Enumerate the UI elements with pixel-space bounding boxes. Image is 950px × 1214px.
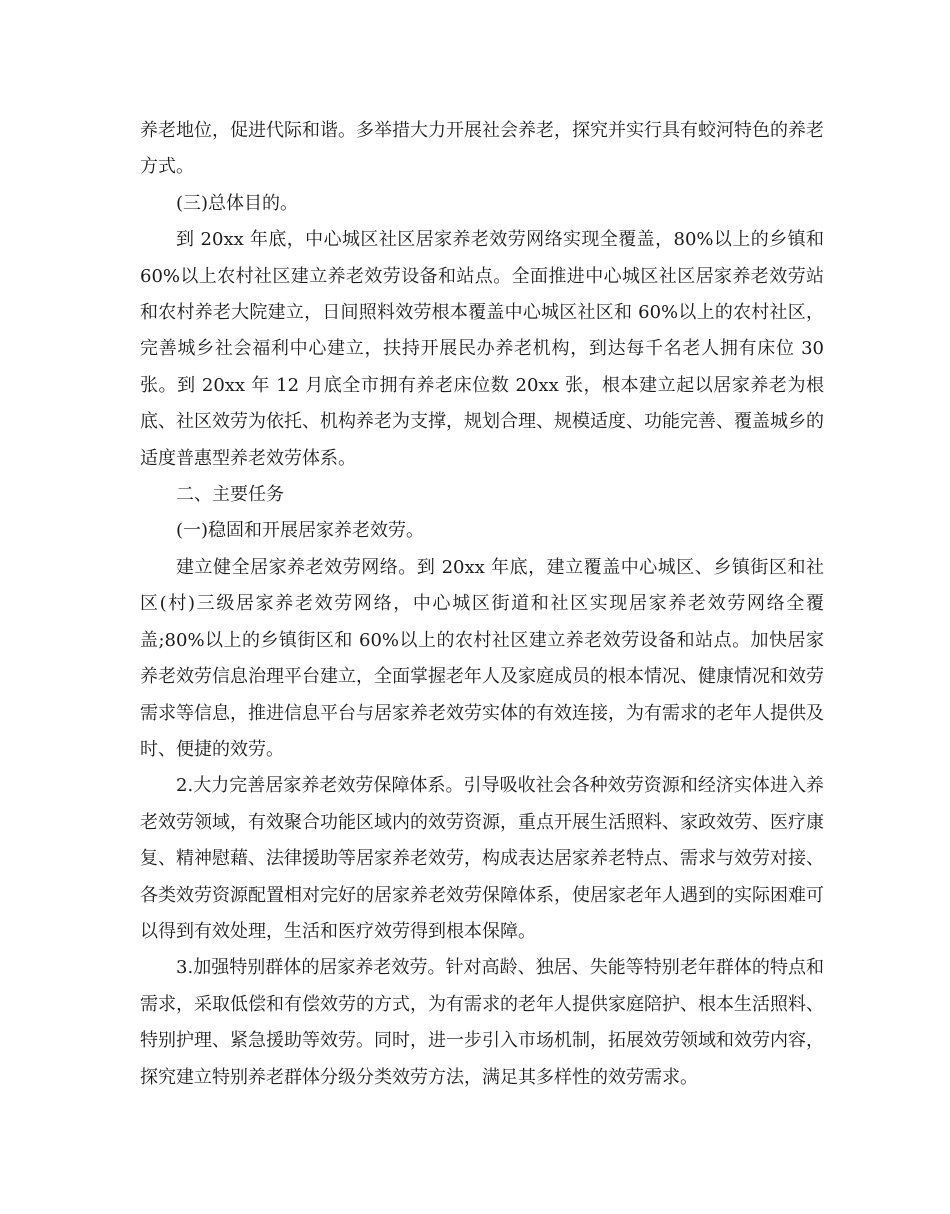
heading-home-care: (一)稳固和开展居家养老效劳。 xyxy=(176,520,425,542)
paragraph-continuation: 养老地位，促进代际和谐。多举措大力开展社会养老，探究并实行具有蛟河特色的养老方式。 xyxy=(140,120,824,178)
document-body xyxy=(140,113,824,1096)
paragraph-item-2: 2.大力完善居家养老效劳保障体系。引导吸收社会各种效劳资源和经济实体进入养老效劳领域，有效聚合功能区域内的效劳资源，重点开展生活照料、家政效劳、医疗康复、精神慰藉、法律援助等居家养老效劳，构成表达居家养老特点、需求与效劳对接、各类效劳资源配置相对完好的居家养老效劳保障体系，使居家老年人遇到的实际困难可以得到有效处理，生活和医疗效劳得到根本保障。 xyxy=(140,775,824,942)
paragraph-item-3: 3.加强特别群体的居家养老效劳。针对高龄、独居、失能等特别老年群体的特点和需求，采取低偿和有偿效劳的方式，为有需求的老年人提供家庭陪护、根本生活照料、特别护理、紧急援助等效劳。同时，进一步引入市场机制，拓展效劳领域和效劳内容，探究建立特别养老群体分级分类效劳方法，满足其多样性的效劳需求。 xyxy=(140,957,824,1088)
paragraph-item-1: 建立健全居家养老效劳网络。到 20xx 年底，建立覆盖中心城区、乡镇街区和社区(村)三级居家养老效劳网络，中心城区街道和社区实现居家养老效劳网络全覆盖;80%以上的乡镇街区和 60%以上的农村社区建立养老效劳设备和站点。加快居家养老效劳信息治理平台建立，全面掌握老年人及家庭成员的根本情况、健康情况和效劳需求等信息，推进信息平台与居家养老效劳实体的有效连接，为有需求的老年人提供及时、便捷的效劳。 xyxy=(140,556,824,760)
paragraph-overall-goal: 到 20xx 年底，中心城区社区居家养老效劳网络实现全覆盖，80%以上的乡镇和 60%以上农村社区建立养老效劳设备和站点。全面推进中心城区社区居家养老效劳站和农村养老大院建立，日间照料效劳根本覆盖中心城区社区和 60%以上的农村社区，完善城乡社会福利中心建立，扶持开展民办养老机构，到达每千名老人拥有床位 30 张。到 20xx 年 12 月底全市拥有养老床位数 20xx 张，根本建立起以居家养老为根底、社区效劳为依托、机构养老为支撑，规划合理、规模适度、功能完善、覆盖城乡的适度普惠型养老效劳体系。 xyxy=(140,229,824,469)
heading-main-tasks: 二、主要任务 xyxy=(176,484,284,506)
heading-overall-goal: (三)总体目的。 xyxy=(176,192,299,214)
